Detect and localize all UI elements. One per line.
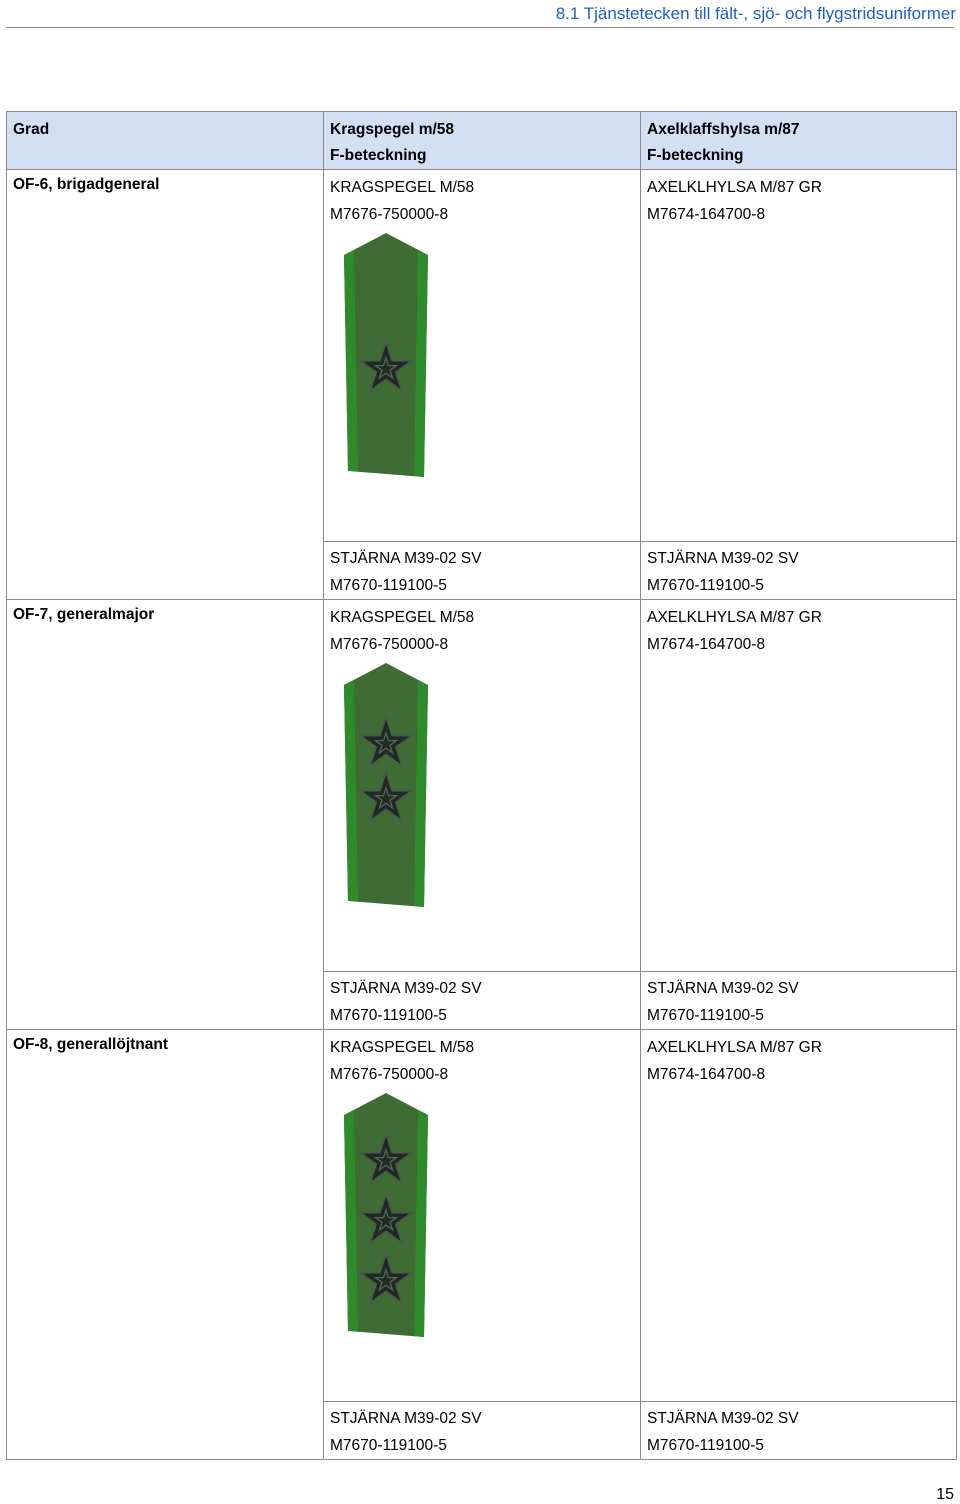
grade-label: OF-7, generalmajor [13,606,155,623]
star-item-code: M7670-119100-5 [647,1437,764,1454]
star-item-name: STJÄRNA M39-02 SV [647,1410,799,1427]
star-item-code: M7670-119100-5 [330,577,447,594]
rank-insignia-table [6,111,957,1460]
table-row [7,600,957,972]
shoulder-item-code: M7674-164700-8 [647,1066,766,1083]
collar-patch-image [340,231,432,481]
star-item-code: M7670-119100-5 [647,1007,764,1024]
collar-item-name: KRAGSPEGEL M/58 [330,1039,475,1056]
star-item-name: STJÄRNA M39-02 SV [330,550,482,567]
collar-item-code: M7676-750000-8 [330,1066,449,1083]
header-rule [6,27,954,28]
collar-star-cell [324,972,641,1030]
collar-star-cell [324,1402,641,1460]
collar-item-name: KRAGSPEGEL M/58 [330,609,475,626]
collar-patch-image [340,661,432,911]
column-header-shoulder: Axelklaffshylsa m/87 F-beteckning [641,112,957,170]
shoulder-star-cell [641,542,957,600]
column-header-collar: Kragspegel m/58 F-beteckning [324,112,641,170]
shoulder-item-name: AXELKLHYLSA M/87 GR [647,609,822,626]
shoulder-star-cell [641,1402,957,1460]
star-item-code: M7670-119100-5 [330,1437,447,1454]
shoulder-item-name: AXELKLHYLSA M/87 GR [647,1039,822,1056]
table-row [7,170,957,542]
table-header-row [7,112,957,170]
grade-cell [7,170,324,600]
collar-star-cell [324,542,641,600]
shoulder-item-code: M7674-164700-8 [647,206,766,223]
shoulder-cell [641,1030,957,1402]
collar-cell [324,1030,641,1402]
star-item-code: M7670-119100-5 [647,577,764,594]
grade-label: OF-8, generallöjtnant [13,1036,169,1053]
grade-cell [7,1030,324,1460]
star-item-name: STJÄRNA M39-02 SV [647,550,799,567]
collar-item-code: M7676-750000-8 [330,636,449,653]
grade-label: OF-6, brigadgeneral [13,176,160,193]
shoulder-star-cell [641,972,957,1030]
table-row [7,1030,957,1402]
star-item-name: STJÄRNA M39-02 SV [330,980,482,997]
collar-patch-image [340,1091,432,1341]
running-header: 8.1 Tjänstetecken till fält-, sjö- och flygstridsuniformer [555,4,956,23]
star-item-name: STJÄRNA M39-02 SV [647,980,799,997]
star-item-code: M7670-119100-5 [330,1007,447,1024]
star-item-name: STJÄRNA M39-02 SV [330,1410,482,1427]
collar-cell [324,600,641,972]
shoulder-cell [641,170,957,542]
column-header-grade: Grad [7,112,324,170]
shoulder-item-name: AXELKLHYLSA M/87 GR [647,179,822,196]
grade-cell [7,600,324,1030]
shoulder-cell [641,600,957,972]
collar-cell [324,170,641,542]
page-number: 15 [936,1486,954,1503]
shoulder-item-code: M7674-164700-8 [647,636,766,653]
collar-item-name: KRAGSPEGEL M/58 [330,179,475,196]
collar-item-code: M7676-750000-8 [330,206,449,223]
